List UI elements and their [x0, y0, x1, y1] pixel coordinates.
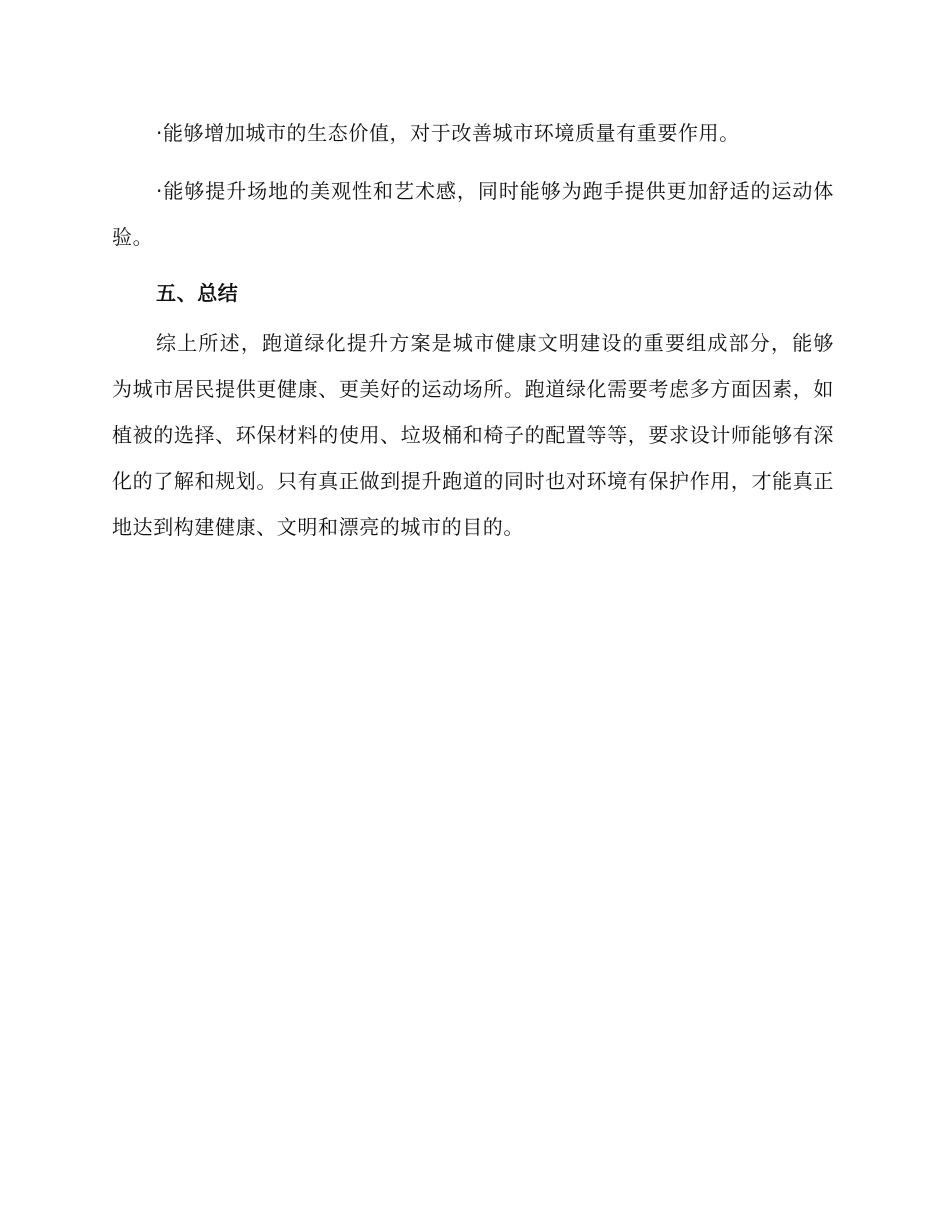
section-heading-summary: 五、总结 — [156, 281, 239, 305]
bullet-ecological-value: ·能够增加城市的生态价值，对于改善城市环境质量有重要作用。 — [156, 121, 740, 145]
bullet-aesthetics: ·能够提升场地的美观性和艺术感，同时能够为跑手提供更加舒适的运动体验。 — [112, 179, 834, 249]
document-body — [112, 110, 834, 550]
summary-paragraph: 综上所述，跑道绿化提升方案是城市健康文明建设的重要组成部分，能够为城市居民提供更健康、更美好的运动场所。跑道绿化需要考虑多方面因素，如植被的选择、环保材料的使用、垃圾桶和椅子的配置等等，要求设计师能够有深化的了解和规划。只有真正做到提升跑道的同时也对环境有保护作用，才能真正地达到构建健康、文明和漂亮的城市的目的。 — [112, 331, 834, 539]
